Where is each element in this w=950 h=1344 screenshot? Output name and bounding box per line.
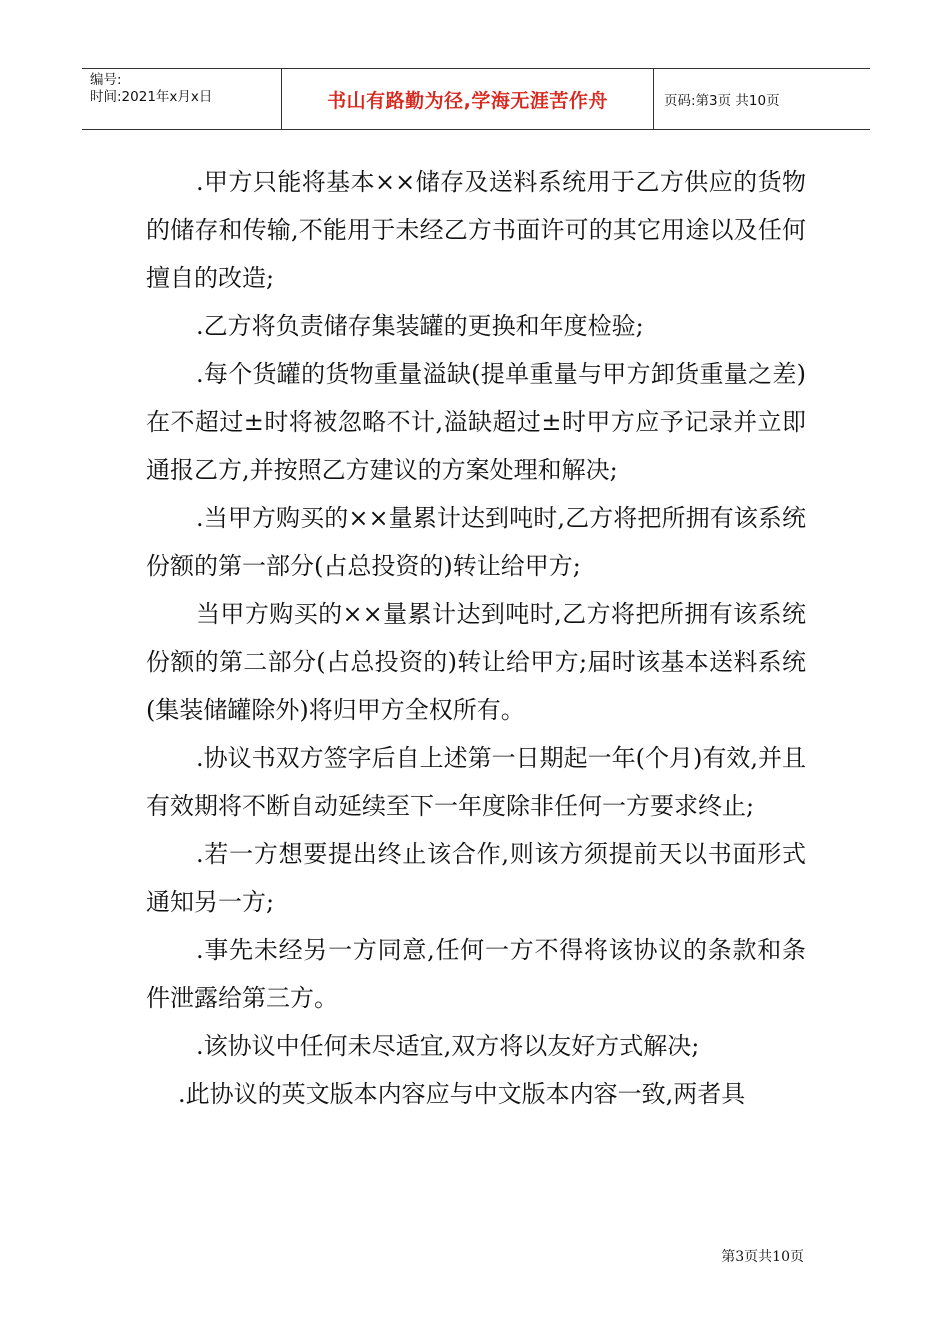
- header-page-code-cell: [654, 69, 870, 129]
- header-motto-cell: [282, 69, 654, 129]
- paragraph-clause-transfer-first: .当甲方购买的××量累计达到吨时,乙方将把所拥有该系统份额的第一部分(占总投资的)转让给甲方;: [146, 504, 806, 580]
- header-meta: [82, 69, 282, 129]
- page-footer: 第3页共10页: [721, 1249, 804, 1265]
- paragraph-clause-inspection: .乙方将负责储存集装罐的更换和年度检验;: [196, 312, 644, 340]
- paragraph-clause-usage: .甲方只能将基本××储存及送料系统用于乙方供应的货物的储存和传输,不能用于未经乙方书面许可的其它用途以及任何擅自的改造;: [146, 168, 806, 292]
- page-header: [82, 68, 870, 130]
- paragraph-clause-validity: .协议书双方签字后自上述第一日期起一年(个月)有效,并且有效期将不断自动延续至下一年度除非任何一方要求终止;: [146, 744, 806, 820]
- document-body: [146, 158, 806, 1118]
- header-page-code: 页码:第3页 共10页: [664, 93, 780, 109]
- paragraph-clause-confidentiality: .事先未经另一方同意,任何一方不得将该协议的条款和条件泄露给第三方。: [146, 936, 806, 1012]
- paragraph-clause-dispute: .该协议中任何未尽适宜,双方将以友好方式解决;: [196, 1032, 700, 1060]
- paragraph-clause-language: .此协议的英文版本内容应与中文版本内容一致,两者具: [178, 1080, 746, 1108]
- paragraph-clause-weight-tolerance: .每个货罐的货物重量溢缺(提单重量与甲方卸货重量之差)在不超过±时将被忽略不计,溢缺超过±时甲方应予记录并立即通报乙方,并按照乙方建议的方案处理和解决;: [146, 360, 806, 484]
- paragraph-clause-transfer-second: 当甲方购买的××量累计达到吨时,乙方将把所拥有该系统份额的第二部分(占总投资的)转让给甲方;届时该基本送料系统(集装储罐除外)将归甲方全权所有。: [146, 600, 806, 724]
- paragraph-clause-termination: .若一方想要提出终止该合作,则该方须提前天以书面形式通知另一方;: [146, 840, 806, 916]
- header-number-label: 编号:: [90, 72, 122, 88]
- header-time-label: 时间:2021年x月x日: [90, 89, 213, 105]
- header-motto: 书山有路勤为径,学海无涯苦作舟: [327, 89, 608, 112]
